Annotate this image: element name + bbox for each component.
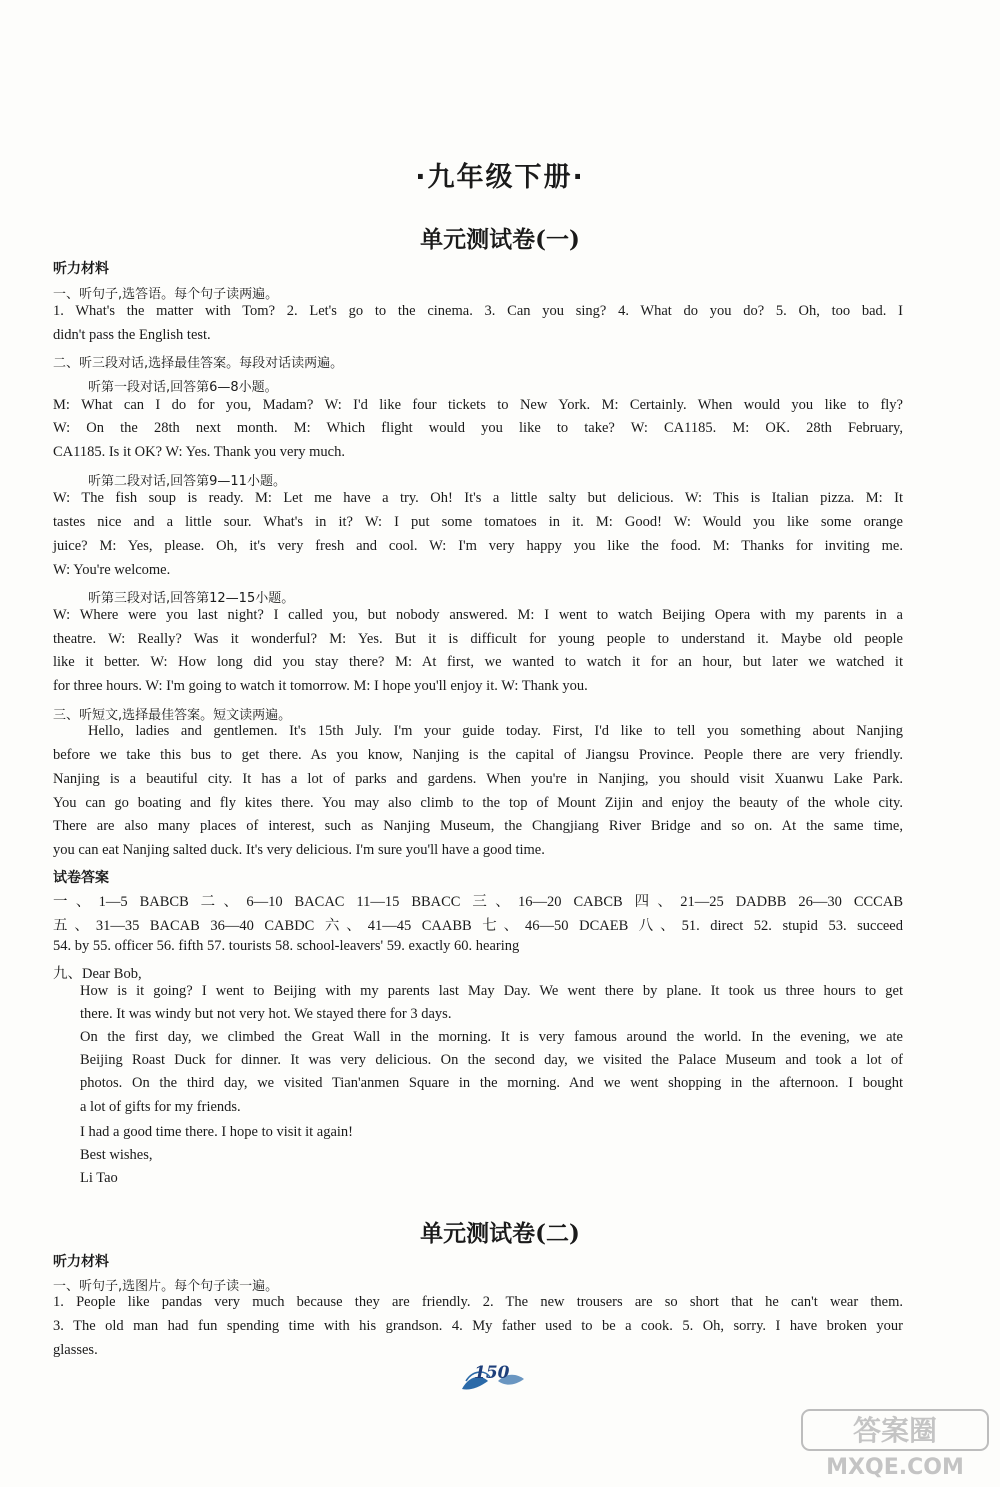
text-line: like it better. W: How long did you stay there? M: At first, we wanted to watch it for an hour, but later we watched it [53, 654, 903, 670]
listening-heading-1: 听力材料 [53, 261, 109, 277]
instruction-line: 听第二段对话,回答第9—11小题。 [88, 474, 286, 489]
letter-signature: Li Tao [80, 1170, 118, 1186]
text-line: glasses. [53, 1342, 98, 1358]
book-section-title: ·九年级下册· [415, 162, 585, 193]
text-line: There are also many places of interest, such as Nanjing Museum, the Changjiang River Bridge and so on. At the same time, [53, 818, 903, 834]
letter-line: photos. On the third day, we visited Tian'anmen Square in the morning. And we went shopping in the afternoon. I bought [80, 1075, 903, 1091]
svg-text:答案圈: 答案圈 [852, 1414, 938, 1447]
text-line: tastes nice and a little sour. What's in it? W: I put some tomatoes in it. M: Good! W: Would you like some orange [53, 514, 903, 530]
answers-heading: 试卷答案 [53, 870, 109, 886]
answer-line: 一、1—5 BABCB 二、6—10 BACAC 11—15 BBACC 三、16—20 CABCB 四、21—25 DADBB 26—30 CCCAB [53, 894, 903, 910]
letter-line: Beijing Roast Duck for dinner. It was very delicious. On the second day, we visited the Palace Museum and took a lot of [80, 1052, 903, 1068]
answer-line: 五、31—35 BACAB 36—40 CABDC 六、41—45 CAABB 七、46—50 DCAEB 八、51. direct 52. stupid 53. succeed [53, 918, 903, 934]
answer-line: 54. by 55. officer 56. fifth 57. tourists 58. school-leavers' 59. exactly 60. hearing [53, 938, 520, 954]
letter-line: I had a good time there. I hope to visit it again! [80, 1124, 354, 1140]
instruction-line: 听第一段对话,回答第6—8小题。 [88, 380, 278, 395]
page-number-badge [458, 1359, 528, 1395]
page-number: 150 [474, 1363, 510, 1383]
text-line: You can go boating and fly kites there. You may also climb to the top of Mount Zijin and enjoy the beauty of the whole city. [53, 795, 903, 811]
text-line: W: The fish soup is ready. M: Let me have a try. Oh! It's a little salty but delicious. W: This is Italian pizza. M: It [53, 490, 903, 506]
text-line: M: What can I do for you, Madam? W: I'd like four tickets to New York. M: Certainly. When would you like to fly? [53, 397, 903, 413]
instruction-line: 一、听句子,选答语。每个句子读两遍。 [53, 287, 279, 302]
instruction-line: 一、听句子,选图片。每个句子读一遍。 [53, 1279, 279, 1294]
letter-closing: Best wishes, [80, 1147, 153, 1163]
text-line: 3. The old man had fun spending time with his grandson. 4. My father used to be a cook. 5. Oh, sorry. I have broken your [53, 1318, 903, 1334]
text-line: before we take this bus to get there. As you know, Nanjing is the capital of Jiangsu Province. People there are very friendly. [53, 747, 903, 763]
text-line: W: Where were you last night? I called you, but nobody answered. M: I went to watch Beijing Opera with my parents in a [53, 607, 903, 623]
instruction-line: 二、听三段对话,选择最佳答案。每段对话读两遍。 [53, 356, 344, 371]
text-line: didn't pass the English test. [53, 327, 211, 343]
text-line: CA1185. Is it OK? W: Yes. Thank you very much. [53, 444, 345, 460]
text-line: juice? M: Yes, please. Oh, it's very fresh and cool. W: I'm very happy you like the food. M: Thanks for inviting me. [53, 538, 903, 554]
letter-line: a lot of gifts for my friends. [80, 1099, 241, 1115]
text-line: 1. People like pandas very much because they are friendly. 2. The new trousers are so short that he can't wear them. [53, 1294, 903, 1310]
text-line: theatre. W: Really? Was it wonderful? M: Yes. But it is difficult for young people to understand it. Maybe old people [53, 631, 903, 647]
svg-text:MXQE.COM: MXQE.COM [826, 1455, 964, 1480]
unit-title-2: 单元测试卷(二) [420, 1220, 580, 1247]
letter-line: there. It was windy but not very hot. We stayed there for 3 days. [80, 1006, 452, 1022]
unit-title-1: 单元测试卷(一) [420, 226, 580, 253]
letter-line: On the first day, we climbed the Great Wall in the morning. It is very famous around the world. In the evening, we ate [80, 1029, 903, 1045]
text-line: Hello, ladies and gentlemen. It's 15th July. I'm your guide today. First, I'd like to tell you something about Nanjing [88, 723, 903, 739]
instruction-line: 听第三段对话,回答第12—15小题。 [88, 591, 295, 606]
text-line: W: On the 28th next month. M: Which flight would you like to take? W: CA1185. M: OK. 28th February, [53, 420, 903, 436]
text-line: Nanjing is a beautiful city. It has a lot of parks and gardens. When you're in Nanjing, you should visit Xuanwu Lake Park. [53, 771, 903, 787]
text-line: 1. What's the matter with Tom? 2. Let's go to the cinema. 3. Can you sing? 4. What do you do? 5. Oh, too bad. I [53, 303, 903, 319]
letter-salutation: 九、Dear Bob, [53, 966, 142, 982]
text-line: you can eat Nanjing salted duck. It's very delicious. I'm sure you'll have a good time. [53, 842, 545, 858]
watermark-logo [800, 1408, 990, 1480]
instruction-line: 三、听短文,选择最佳答案。短文读两遍。 [53, 708, 292, 723]
text-line: W: You're welcome. [53, 562, 171, 578]
letter-line: How is it going? I went to Beijing with my parents last May Day. We went there by plane. It took us three hours to get [80, 983, 903, 999]
listening-heading-2: 听力材料 [53, 1254, 109, 1270]
text-line: for three hours. W: I'm going to watch it tomorrow. M: I hope you'll enjoy it. W: Thank you. [53, 678, 588, 694]
